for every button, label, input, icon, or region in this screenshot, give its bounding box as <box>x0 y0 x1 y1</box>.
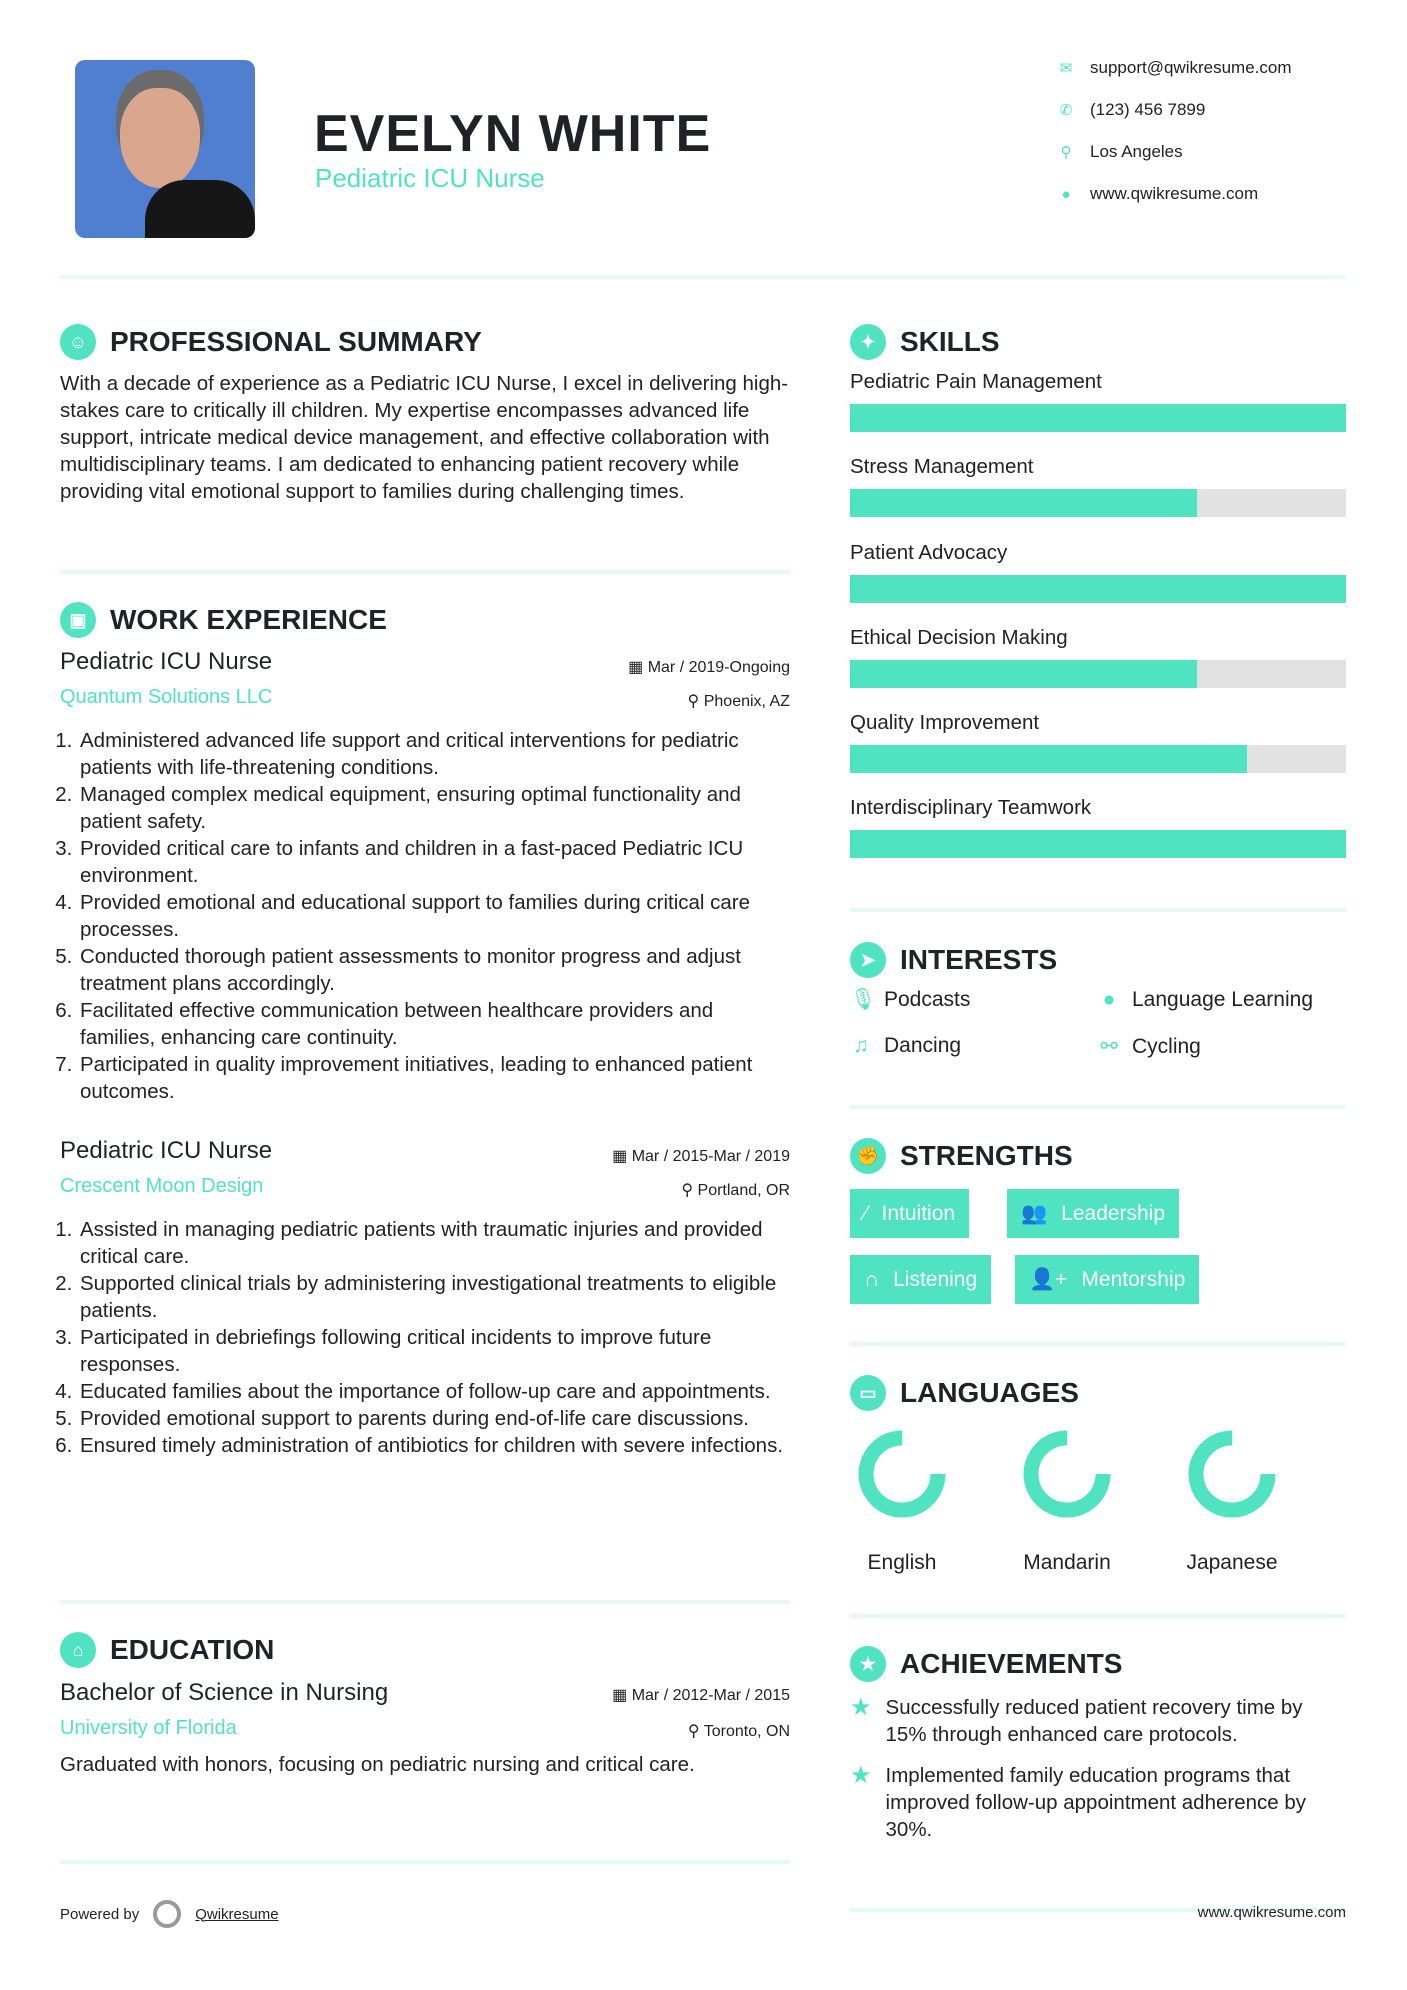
paper-plane-icon: ➤ <box>850 942 886 978</box>
contact-text: www.qwikresume.com <box>1090 184 1259 203</box>
achievements-list <box>850 1694 1346 1843</box>
language-item <box>832 1426 972 1575</box>
skill-item <box>850 455 1346 540</box>
achievement-item <box>850 1694 1346 1748</box>
users-icon: 👥 <box>1021 1201 1048 1225</box>
skill-bar <box>850 830 1346 858</box>
qwikresume-logo-icon <box>153 1900 181 1928</box>
skill-name: Interdisciplinary Teamwork <box>850 796 1092 820</box>
achievement-item <box>850 1762 1346 1843</box>
headphones-icon: ∩ <box>864 1267 880 1291</box>
skill-bar <box>850 745 1346 773</box>
job-entry <box>60 648 790 1105</box>
footer-website[interactable]: www.qwikresume.com <box>1197 1904 1346 1921</box>
interest-item <box>850 988 970 1012</box>
skill-item <box>850 626 1346 711</box>
heading-text: WORK EXPERIENCE <box>110 604 387 635</box>
skill-item <box>850 541 1346 626</box>
language-level-ring <box>997 1426 1137 1522</box>
graduate-icon: ⌂ <box>60 1632 96 1668</box>
fist-icon: ✊ <box>850 1138 886 1174</box>
section-divider <box>60 1600 790 1604</box>
section-divider <box>850 908 1346 912</box>
star-icon: ★ <box>850 1694 872 1721</box>
skill-name: Pediatric Pain Management <box>850 370 1102 393</box>
contact-text: Los Angeles <box>1090 142 1183 161</box>
skill-bar <box>850 489 1346 517</box>
powered-by-label: Powered by <box>60 1905 140 1923</box>
language-card-icon: ▭ <box>850 1375 886 1411</box>
interest-label: Language Learning <box>1132 988 1314 1011</box>
skill-name: Patient Advocacy <box>850 540 1008 564</box>
language-item <box>1162 1426 1302 1575</box>
skills-heading <box>850 324 1000 360</box>
degree: Bachelor of Science in Nursing <box>60 1679 389 1706</box>
strength-label: Intuition <box>881 1201 956 1225</box>
education-description: Graduated with honors, focusing on pediatric nursing and critical care. <box>60 1753 695 1776</box>
candidate-title: Pediatric ICU Nurse <box>315 163 545 193</box>
job-bullets <box>60 1216 790 1459</box>
music-icon: ♫ <box>853 1034 869 1057</box>
skill-name: Ethical Decision Making <box>850 625 1068 649</box>
microphone-icon: 🎙 <box>850 988 877 1011</box>
education-heading <box>60 1632 274 1668</box>
skill-item <box>850 370 1346 455</box>
heading-text: EDUCATION <box>110 1634 275 1665</box>
lightbulb-icon: ✦ <box>850 324 886 360</box>
strength-label: Mentorship <box>1081 1267 1186 1291</box>
globe-icon: ● <box>1102 988 1116 1011</box>
strength-tag <box>1007 1189 1179 1238</box>
language-name: English <box>867 1551 937 1574</box>
language-item <box>997 1426 1137 1575</box>
interest-item <box>850 1034 961 1058</box>
skills-list <box>850 370 1346 882</box>
powered-by <box>60 1900 279 1928</box>
job-entry <box>60 1137 790 1459</box>
heading-text: INTERESTS <box>900 944 1058 975</box>
summary-heading <box>60 324 482 360</box>
heading-text: ACHIEVEMENTS <box>900 1648 1123 1679</box>
interest-label: Podcasts <box>884 988 971 1011</box>
strengths-heading <box>850 1138 1073 1174</box>
skill-bar-fill <box>850 404 1346 432</box>
language-name: Mandarin <box>1023 1551 1111 1574</box>
user-icon: ☺ <box>60 324 96 360</box>
language-level-ring <box>1162 1426 1302 1522</box>
heading-text: PROFESSIONAL SUMMARY <box>110 326 482 357</box>
bullet-item: 5. Conducted thorough patient assessments to monitor progress and adjust treatment plans accordingly. <box>78 943 790 997</box>
bullet-item: 4. Provided emotional and educational support to families during critical care processes. <box>78 889 790 943</box>
contact-email[interactable] <box>1056 58 1292 78</box>
envelope-icon: ✉ <box>1059 60 1073 77</box>
pin-icon: ⚲ <box>687 1723 704 1740</box>
education-dates: Mar / 2012-Mar / 2015 <box>631 1687 790 1704</box>
skill-bar-fill <box>850 489 1197 517</box>
job-location: Portland, OR <box>697 1182 790 1199</box>
skill-item <box>850 711 1346 796</box>
calendar-icon: ▦ <box>612 1148 632 1165</box>
bullet-item: 1. Assisted in managing pediatric patients with traumatic injuries and provided critical care. <box>78 1216 790 1270</box>
skill-bar-fill <box>850 830 1346 858</box>
skill-bar <box>850 660 1346 688</box>
candidate-name: EVELYN WHITE <box>314 105 712 163</box>
heading-text: SKILLS <box>900 326 1000 357</box>
magic-wand-icon: ⁄ <box>864 1201 868 1225</box>
skill-bar-fill <box>850 745 1247 773</box>
skill-bar-fill <box>850 575 1346 603</box>
bullet-item: 7. Participated in quality improvement initiatives, leading to enhanced patient outcomes. <box>78 1051 790 1105</box>
section-divider <box>60 570 790 574</box>
calendar-icon: ▦ <box>628 659 648 676</box>
job-title: Pediatric ICU Nurse <box>60 648 273 675</box>
strength-label: Listening <box>893 1267 978 1291</box>
star-badge-icon: ★ <box>850 1646 886 1682</box>
bullet-item: 2. Supported clinical trials by administering investigational treatments to eligible patients. <box>78 1270 790 1324</box>
phone-icon: ✆ <box>1059 102 1073 119</box>
strength-tag <box>1015 1255 1199 1304</box>
interest-label: Dancing <box>884 1034 962 1057</box>
school-name: University of Florida <box>60 1717 237 1739</box>
skill-name: Stress Management <box>850 455 1034 479</box>
bullet-item: 3. Provided critical care to infants and children in a fast-paced Pediatric ICU environment. <box>78 835 790 889</box>
skill-bar-fill <box>850 660 1197 688</box>
bullet-item: 5. Provided emotional support to parents during end-of-life care discussions. <box>78 1405 790 1432</box>
bullet-item: 1. Administered advanced life support and critical interventions for pediatric patients with life-threatening conditions. <box>78 727 790 781</box>
bullet-item: 6. Ensured timely administration of antibiotics for children with severe infections. <box>78 1432 790 1459</box>
section-divider <box>850 1105 1346 1109</box>
interest-label: Cycling <box>1132 1034 1201 1058</box>
star-icon: ★ <box>850 1762 872 1789</box>
globe-icon: ● <box>1061 185 1071 203</box>
job-bullets <box>60 727 790 1105</box>
pin-icon: ⚲ <box>687 693 704 710</box>
achievements-heading <box>850 1646 1122 1682</box>
languages-heading <box>850 1375 1079 1411</box>
user-plus-icon: 👤+ <box>1029 1267 1068 1291</box>
skill-bar <box>850 404 1346 432</box>
contact-text: support@qwikresume.com <box>1090 58 1292 77</box>
map-pin-icon: ⚲ <box>1060 144 1072 161</box>
job-dates: Mar / 2019-Ongoing <box>647 659 790 676</box>
job-location: Phoenix, AZ <box>703 693 790 710</box>
contact-text: (123) 456 7899 <box>1090 100 1206 119</box>
company-name: Quantum Solutions LLC <box>60 686 273 708</box>
skill-name: Quality Improvement <box>850 711 1040 735</box>
bicycle-icon: ⚯ <box>1100 1035 1118 1058</box>
language-name: Japanese <box>1186 1551 1278 1574</box>
qwikresume-link[interactable]: Qwikresume <box>195 1905 279 1923</box>
skill-item <box>850 796 1346 881</box>
education-location: Toronto, ON <box>703 1723 790 1740</box>
job-dates: Mar / 2015-Mar / 2019 <box>631 1148 790 1165</box>
bullet-item: 6. Facilitated effective communication between healthcare providers and families, enhancing care continuity. <box>78 997 790 1051</box>
heading-text: LANGUAGES <box>900 1377 1079 1408</box>
bullet-item: 4. Educated families about the importance of follow-up care and appointments. <box>78 1378 790 1405</box>
strength-tag <box>850 1189 969 1238</box>
section-divider <box>850 1614 1346 1618</box>
interests-heading <box>850 942 1057 978</box>
profile-photo <box>75 60 255 238</box>
contact-website[interactable] <box>1056 184 1258 204</box>
interest-item <box>1098 988 1313 1012</box>
language-level-ring <box>832 1426 972 1522</box>
company-name: Crescent Moon Design <box>60 1175 264 1197</box>
bullet-item: 2. Managed complex medical equipment, ensuring optimal functionality and patient safety. <box>78 781 790 835</box>
strength-tag <box>850 1255 991 1304</box>
contact-location <box>1056 142 1183 162</box>
skill-bar <box>850 575 1346 603</box>
contact-phone[interactable] <box>1056 100 1205 120</box>
section-divider <box>60 1860 790 1864</box>
header-divider <box>60 275 1346 279</box>
section-divider <box>850 1342 1346 1346</box>
bullet-item: 3. Participated in debriefings following critical incidents to improve future responses. <box>78 1324 790 1378</box>
pin-icon: ⚲ <box>681 1182 698 1199</box>
achievement-text: Successfully reduced patient recovery time by 15% through enhanced care protocols. <box>885 1696 1303 1746</box>
work-heading <box>60 602 387 638</box>
strength-label: Leadership <box>1061 1201 1166 1225</box>
education-entry <box>60 1679 790 1778</box>
interest-item <box>1098 1034 1201 1059</box>
summary-text: With a decade of experience as a Pediatric ICU Nurse, I excel in delivering high-stakes care to critically ill children. My expertise encompasses advanced life support, intricate medical device management, and effective collaboration with multidisciplinary teams. I am dedicated to enhancing patient recovery while providing vital emotional support to families during challenging times. <box>60 372 789 503</box>
achievement-text: Implemented family education programs that improved follow-up appointment adherence by 30%. <box>885 1764 1307 1841</box>
job-title: Pediatric ICU Nurse <box>60 1137 273 1164</box>
calendar-icon: ▦ <box>612 1687 632 1704</box>
heading-text: STRENGTHS <box>900 1140 1073 1171</box>
briefcase-icon: ▣ <box>60 602 96 638</box>
